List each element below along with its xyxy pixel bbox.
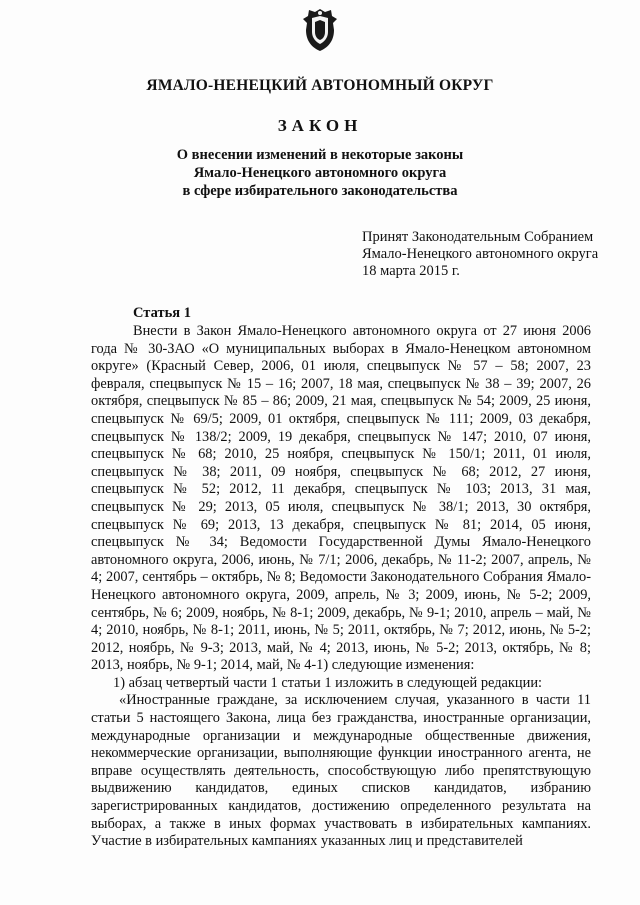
adoption-note-line: Принят Законодательным Собранием [362, 229, 594, 245]
article-intro-paragraph: Внести в Закон Ямало-Ненецкого автономного округа от 27 июня 2006 года № 30-ЗАО «О муниципальных выборах в Ямало-Ненецком автономном округе» (Красный Север, 2006, 01 июля, спецвыпуск № 57 – 58; 2007, 23 февраля, спецвыпуск № 15 – 16; 2007, 18 мая, спецвыпуск № 38 – 39; 2007, 26 октября, спецвыпуск № 85 – 86; 2009, 21 мая, спецвыпуск № 54; 2009, 25 июня, спецвыпуск № 69/5; 2009, 01 октября, спецвыпуск № 111; 2009, 03 декабря, спецвыпуск № 138/2; 2009, 19 декабря, спецвыпуск № 147; 2010, 07 июня, спецвыпуск № 68; 2010, 25 ноября, спецвыпуск № 150/1; 2011, 01 июля, спецвыпуск № 38; 2011, 09 ноября, спецвыпуск № 68; 2012, 27 июня, спецвыпуск № 52; 2012, 11 декабря, спецвыпуск № 103; 2013, 31 мая, спецвыпуск № 29; 2013, 05 июля, спецвыпуск № 38/1; 2013, 30 октября, спецвыпуск № 69; 2013, 13 декабря, спецвыпуск № 81; 2014, 05 июня, спецвыпуск № 34; Ведомости Государственной Думы Ямало-Ненецкого автономного округа, 2006, июнь, № 7/1; 2006, декабрь, № 11-2; 2007, апрель, № 4; 2007, сентябрь – октябрь, № 8; Ведомости Законодательного Собрания Ямало-Ненецкого автономного округа, 2009, апрель, № 3; 2009, июнь, № 5-2; 2009, сентябрь, № 6; 2009, ноябрь, № 8-1; 2009, декабрь, № 9-1; 2010, апрель – май, № 4; 2010, ноябрь, № 8-1; 2011, июнь, № 5; 2011, октябрь, № 7; 2012, июнь, № 5-2; 2012, ноябрь, № 9-3; 2013, май, № 4; 2013, июнь, № 5-2; 2013, октябрь, № 8; 2013, ноябрь, № 9-1; 2014, май, № 4-1) следующие изменения: [91, 323, 591, 674]
article-heading: Статья 1 [133, 305, 191, 321]
region-name: ЯМАЛО-НЕНЕЦКИЙ АВТОНОМНЫЙ ОКРУГ [146, 77, 494, 94]
document-type: ЗАКОН [277, 116, 363, 135]
amendment-item: 1) абзац четвертый части 1 статьи 1 изложить в следующей редакции: [113, 674, 543, 691]
amendment-quote: «Иностранные граждане, за исключением случая, указанного в части 11 статьи 5 настоящего Закона, лица без гражданства, иностранные организации, международные организации и международные общественные движения, некоммерческие организации, выполняющие функции иностранного агента, не вправе осуществлять деятельность, способствующую либо препятствующую выдвижению кандидатов, единых списков кандидатов, избранию зарегистрированных кандидатов, достижению определенного результата на выборах, а также в иных формах участвовать в избирательных кампаниях. Участие в избирательных кампаниях указанных лиц и представителей [91, 692, 591, 850]
law-title-line: О внесении изменений в некоторые законы [176, 147, 464, 163]
adoption-date: 18 марта 2015 г. [362, 263, 460, 279]
adoption-note-line: Ямало-Ненецкого автономного округа [362, 246, 599, 262]
law-title-line: Ямало-Ненецкого автономного округа [193, 165, 447, 181]
law-title-line: в сфере избирательного законодательства [182, 183, 458, 199]
adoption-note [362, 229, 598, 280]
coat-of-arms-emblem [301, 6, 339, 52]
article-body [91, 323, 591, 851]
law-title [150, 146, 490, 200]
